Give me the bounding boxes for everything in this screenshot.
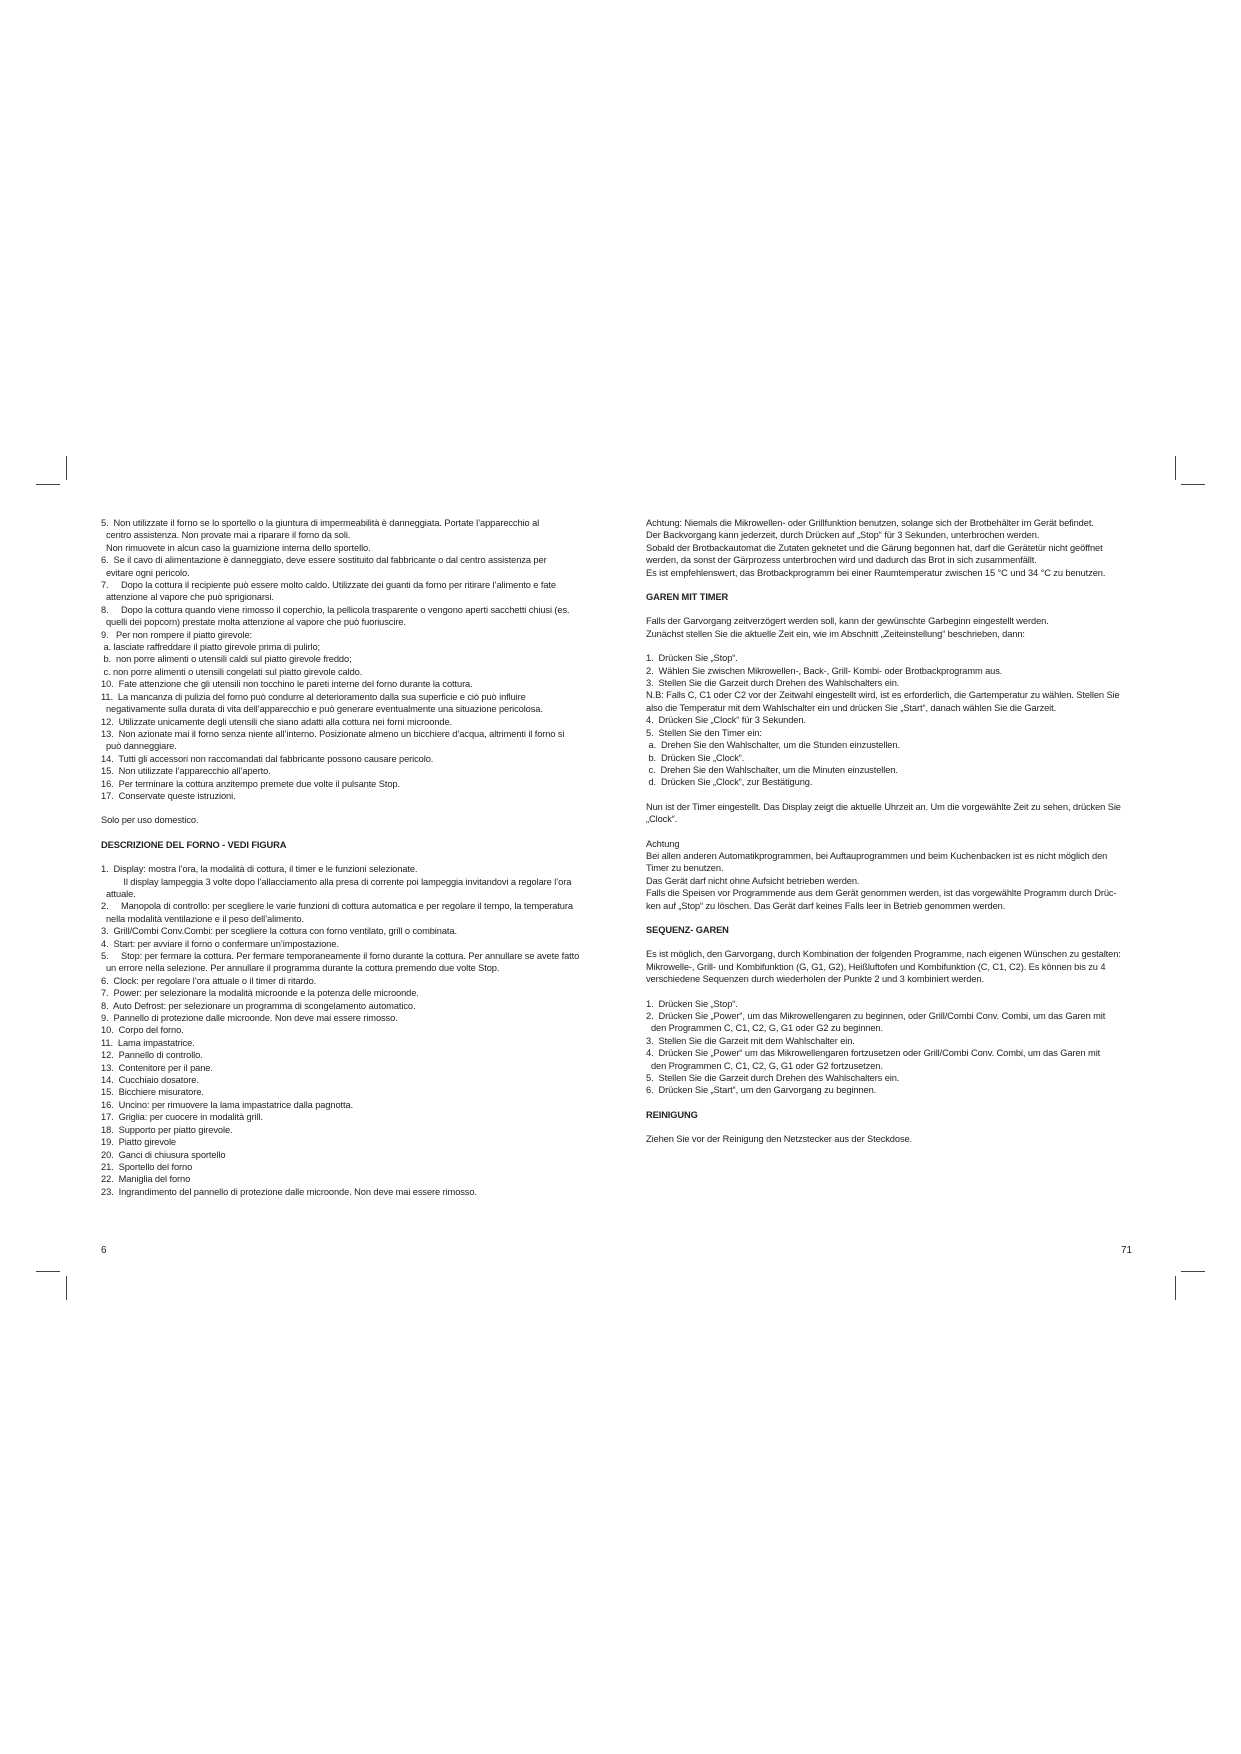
text-line: Timer zu benutzen. [646,863,724,874]
section-heading: REINIGUNG [646,1109,698,1120]
block-gap [646,936,1136,948]
left-page-number: 6 [101,1245,107,1256]
crop-mark [1181,1271,1205,1272]
text-line: 5. Stellen Sie den Timer ein: [646,727,762,738]
text-line: den Programmen C, C1, C2, G, G1 oder G2 zu beginnen. [646,1023,883,1034]
text-line: Achtung: Niemals die Mikrowellen- oder Grillfunktion benutzen, solange sich der Brotbehälter im Gerät befindet. [646,518,1094,528]
block-gap [646,1097,1136,1109]
text-line: 3. Stellen Sie die Garzeit durch Drehen des Wahlschalters ein. [646,678,900,689]
text-line: 2. Manopola di controllo: per scegliere le varie funzioni di cottura automatica e per regolare il tempo, la temperatura [101,901,573,912]
text-line: 6. Clock: per regolare l’ora attuale o il timer di ritardo. [101,975,317,986]
text-line: Non rimuovete in alcun caso la guarnizione interna dello sportello. [101,542,371,553]
section-heading: GAREN MIT TIMER [646,592,729,603]
text-line: 9. Pannello di protezione dalle microonde. Non deve mai essere rimosso. [101,1013,398,1024]
text-line: 17. Conservate queste istruzioni. [101,790,236,801]
text-line: Das Gerät darf nicht ohne Aufsicht betrieben werden. [646,875,860,886]
block-gap [646,640,1136,652]
text-line: 10. Corpo del forno. [101,1025,184,1036]
text-line: c. non porre alimenti o utensili congelati sul piatto girevole caldo. [101,666,363,677]
text-line: 21. Sportello del forno [101,1161,193,1172]
block-gap [101,802,606,814]
text-line: 5. Stellen Sie die Garzeit durch Drehen des Wahlschalters ein. [646,1073,900,1084]
crop-mark [1181,484,1205,485]
text-line: N.B: Falls C, C1 oder C2 vor der Zeitwahl eingestellt wird, ist es erforderlich, die Gartemperatur zu wählen. Stellen Sie [646,690,1120,701]
text-line: attuale. [101,888,136,899]
text-line: 3. Stellen Sie die Garzeit mit dem Wahlschalter ein. [646,1035,855,1046]
text-line: 6. Se il cavo di alimentazione è danneggiato, deve essere sostituito dal fabbricante o dal centro assistenza per [101,555,547,566]
right-page-number: 71 [1121,1245,1133,1256]
text-line: 7. Dopo la cottura il recipiente può essere molto caldo. Utilizzate dei guanti da forno per ritirare l’alimento e fate [101,580,556,591]
text-line: Solo per uso domestico. [101,815,199,826]
text-line: 8. Dopo la cottura quando viene rimosso il coperchio, la pellicola trasparente o vengono aperti sacchetti chiusi (es. [101,604,570,615]
text-line: 5. Non utilizzate il forno se lo sportello o la giuntura di impermeabilità è danneggiata. Portate l’apparecchio al [101,518,540,528]
text-line: nella modalità ventilazione e il peso dell’alimento. [101,913,304,924]
text-line: attenzione al vapore che può sprigionarsi. [101,592,274,603]
text-line: Achtung [646,838,680,849]
text-line: 16. Uncino: per rimuovere la lama impastatrice dalla pagnotta. [101,1099,354,1110]
text-line: Der Backvorgang kann jederzeit, durch Drücken auf „Stop“ für 3 Sekunden, unterbrochen werden. [646,530,1040,541]
text-line: „Clock“. [646,814,678,825]
block-gap [646,579,1136,591]
text-line: Falls der Garvorgang zeitverzögert werden soll, kann der gewünschte Garbeginn eingestellt werden. [646,616,1049,627]
block-gap [646,826,1136,838]
block-gap [101,827,606,839]
text-line: può danneggiare. [101,741,177,752]
text-line: 15. Non utilizzate l’apparecchio all’aperto. [101,766,271,777]
text-line: 8. Auto Defrost: per selezionare un programma di scongelamento automatico. [101,1000,416,1011]
text-line: verschiedene Sequenzen durch wiederholen der Punkte 2 und 3 kombiniert werden. [646,974,984,985]
crop-mark [36,484,60,485]
text-line: werden, da sonst der Gärprozess unterbrochen wird und dadurch das Brot in sich zusammenfällt. [646,555,1037,566]
text-line: 12. Pannello di controllo. [101,1050,203,1061]
text-line: 10. Fate attenzione che gli utensili non tocchino le pareti interne del forno durante la cottura. [101,679,473,690]
text-line: 22. Maniglia del forno [101,1174,191,1185]
section-heading: SEQUENZ- GAREN [646,924,729,935]
text-line: 18. Supporto per piatto girevole. [101,1124,233,1135]
text-line: Es ist möglich, den Garvorgang, durch Kombination der folgenden Programme, nach eigenen Wünschen zu gestalten: [646,949,1121,960]
text-line: Ziehen Sie vor der Reinigung den Netzstecker aus der Steckdose. [646,1134,913,1145]
crop-mark [1175,1276,1176,1300]
text-line: 1. Display: mostra l’ora, la modalità di cottura, il timer e le funzioni selezionate. [101,864,418,875]
text-line: quelli dei popcorn) prestate molta attenzione al vapore che può fuoriuscire. [101,617,406,628]
text-line: 13. Contenitore per il pane. [101,1062,213,1073]
text-line: 14. Cucchiaio dosatore. [101,1075,199,1086]
text-line: Il display lampeggia 3 volte dopo l’allacciamento alla presa di corrente poi lampeggia invitandovi a regolare l’ora [101,876,572,887]
crop-mark [1175,456,1176,480]
text-line: Nun ist der Timer eingestellt. Das Display zeigt die aktuelle Uhrzeit an. Um die vorgewählte Zeit zu sehen, drücken Sie [646,801,1121,812]
text-line: 4. Start: per avviare il forno o confermare un’impostazione. [101,938,339,949]
text-line: 11. La mancanza di pulizia del forno può condurre al deterioramento dalla sua superficie e ciò può influire [101,691,526,702]
text-line: 3. Grill/Combi Conv.Combi: per scegliere la cottura con forno ventilato, grill o combinata. [101,926,457,937]
text-line: ken auf „Stop“ zu löschen. Das Gerät darf keines Falls leer in Betrieb genommen werden. [646,900,1006,911]
crop-mark [66,1276,67,1300]
text-line: 23. Ingrandimento del pannello di protezione dalle microonde. Non deve mai essere rimosso. [101,1186,477,1197]
left-page-column [101,517,606,1198]
block-gap [646,603,1136,615]
crop-mark [36,1271,60,1272]
text-line: also die Temperatur mit dem Wahlschalter ein und drücken Sie „Start“, danach wählen Sie die Garzeit. [646,702,1057,713]
text-line: b. Drücken Sie „Clock“. [646,752,745,763]
text-line: 2. Wählen Sie zwischen Mikrowellen-, Back-, Grill- Kombi- oder Brotbackprogramm aus. [646,665,1003,676]
text-line: un errore nella selezione. Per annullare il programma durante la cottura premendo due volte Stop. [101,963,500,974]
text-line: 6. Drücken Sie „Start“, um den Garvorgang zu beginnen. [646,1085,877,1096]
text-line: b. non porre alimenti o utensili caldi sul piatto girevole freddo; [101,654,352,665]
text-line: 15. Bicchiere misuratore. [101,1087,204,1098]
crop-mark [66,456,67,480]
block-gap [646,986,1136,998]
text-line: den Programmen C, C1, C2, G, G1 oder G2 fortzusetzen. [646,1060,883,1071]
text-line: 17. Griglia: per cuocere in modalità grill. [101,1112,263,1123]
text-line: centro assistenza. Non provate mai a riparare il forno da soli. [101,530,351,541]
text-line: Falls die Speisen vor Programmende aus dem Gerät genommen werden, ist das vorgewählte Programm durch Drüc- [646,888,1117,899]
text-line: Mikrowelle-, Grill- und Kombifunktion (G, G1, G2), Heißluftofen und Kombifunktion (C, C1, C2). Es können bis zu 4 [646,961,1106,972]
text-line: 4. Drücken Sie „Power“ um das Mikrowellengaren fortzusetzen oder Grill/Combi Conv. Combi, um das Garen mit [646,1048,1101,1059]
text-line: 11. Lama impastatrice. [101,1037,195,1048]
text-line: 19. Piatto girevole [101,1137,177,1148]
text-line: 2. Drücken Sie „Power“, um das Mikrowellengaren zu beginnen, oder Grill/Combi Conv. Combi, um das Garen mit [646,1011,1106,1021]
text-line: 5. Stop: per fermare la cottura. Per fermare temporaneamente il forno durante la cottura. Per annullare se avete fatto [101,951,580,961]
text-line: Zunächst stellen Sie die aktuelle Zeit ein, wie im Abschnitt „Zeiteinstellung“ beschrieben, dann: [646,628,1025,639]
text-line: 1. Drücken Sie „Stop“. [646,998,738,1009]
text-line: 20. Ganci di chiusura sportello [101,1149,226,1160]
block-gap [101,851,606,863]
text-line: d. Drücken Sie „Clock“, zur Bestätigung. [646,777,813,788]
text-line: 16. Per terminare la cottura anzitempo premete due volte il pulsante Stop. [101,778,400,789]
text-line: 4. Drücken Sie „Clock“ für 3 Sekunden. [646,715,806,726]
text-line: 7. Power: per selezionare la modalità microonde e la potenza delle microonde. [101,988,419,999]
text-line: Bei allen anderen Automatikprogrammen, bei Auftauprogrammen und beim Kuchenbacken ist es nicht möglich den [646,850,1108,861]
text-line: a. lasciate raffreddare il piatto girevole prima di pulirlo; [101,642,321,653]
text-line: Es ist empfehlenswert, das Brotbackprogramm bei einer Raumtemperatur zwischen 15 °C und 34 °C zu benutzen. [646,567,1106,578]
text-line: 9. Per non rompere il piatto girevole: [101,629,253,640]
text-line: 1. Drücken Sie „Stop“. [646,653,738,664]
text-line: evitare ogni pericolo. [101,567,190,578]
text-line: c. Drehen Sie den Wahlschalter, um die Minuten einzustellen. [646,764,898,775]
block-gap [646,912,1136,924]
text-line: a. Drehen Sie den Wahlschalter, um die Stunden einzustellen. [646,740,900,751]
block-gap [646,789,1136,801]
text-line: negativamente sulla durata di vita dell’apparecchio e può generare eventualmente una situazione pericolosa. [101,704,543,715]
section-heading: DESCRIZIONE DEL FORNO - VEDI FIGURA [101,839,287,850]
text-line: 14. Tutti gli accessori non raccomandati dal fabbricante possono causare pericolo. [101,753,434,764]
right-page-column [646,517,1136,1146]
block-gap [646,1121,1136,1133]
text-line: Sobald der Brotbackautomat die Zutaten geknetet und die Gärung begonnen hat, darf die Gerätetür nicht geöffnet [646,542,1103,553]
text-line: 13. Non azionate mai il forno senza niente all’interno. Posizionate almeno un bicchiere d’acqua, altrimenti il forno si [101,728,565,739]
text-line: 12. Utilizzate unicamente degli utensili che siano adatti alla cottura nei forni microonde. [101,716,452,727]
